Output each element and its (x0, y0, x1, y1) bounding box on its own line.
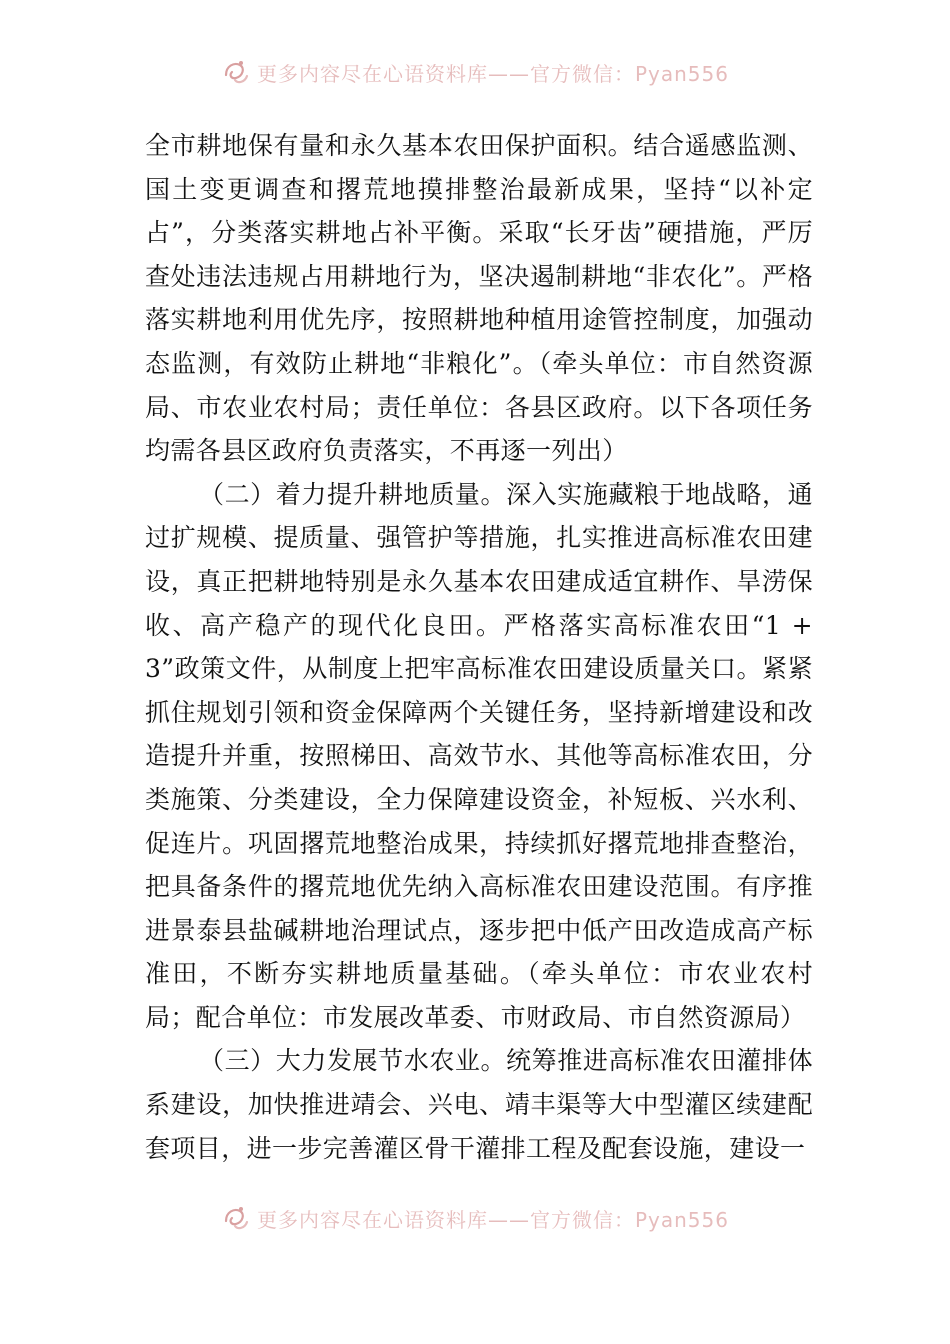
paragraph-continued: 全市耕地保有量和永久基本农田保护面积。结合遥感监测、国土变更调查和撂荒地摸排整治最新成果，坚持“以补定占”，分类落实耕地占补平衡。采取“长牙齿”硬措施，严厉查处违法违规占用耕地行为，坚决遏制耕地“非农化”。严格落实耕地利用优先序，按照耕地种植用途管控制度，加强动态监测，有效防止耕地“非粮化”。（牵头单位：市自然资源局、市农业农村局；责任单位：各县区政府。以下各项任务均需各县区政府负责落实，不再逐一列出） (145, 131, 813, 466)
watermark-header (0, 52, 950, 92)
paragraph-section-2: （二）着力提升耕地质量。深入实施藏粮于地战略，通过扩规模、提质量、强管护等措施，扎实推进高标准农田建设，真正把耕地特别是永久基本农田建成适宜耕作、旱涝保收、高产稳产的现代化良田。严格落实高标准农田“1 + 3”政策文件，从制度上把牢高标准农田建设质量关口。紧紧抓住规划引领和资金保障两个关键任务，坚持新增建设和改造提升并重，按照梯田、高效节水、其他等高标准农田，分类施策、分类建设，全力保障建设资金，补短板、兴水利、促连片。巩固撂荒地整治成果，持续抓好撂荒地排查整治，把具备条件的撂荒地优先纳入高标准农田建设范围。有序推进景泰县盐碱耕地治理试点，逐步把中低产田改造成高产标准田，不断夯实耕地质量基础。（牵头单位：市农业农村局；配合单位：市发展改革委、市财政局、市自然资源局） (145, 479, 813, 1032)
paragraph-section-3: （三）大力发展节水农业。统筹推进高标准农田灌排体系建设，加快推进靖会、兴电、靖丰渠等大中型灌区续建配套项目，进一步完善灌区骨干灌排工程及配套设施，建设一 (145, 1046, 813, 1163)
watermark-logo-icon (221, 1203, 251, 1233)
watermark-footer (0, 1198, 950, 1238)
watermark-text: 更多内容尽在心语资料库——官方微信：Pyan556 (256, 61, 729, 86)
document-body (145, 124, 813, 1170)
watermark-logo-icon (221, 57, 251, 87)
watermark-text: 更多内容尽在心语资料库——官方微信：Pyan556 (256, 1207, 729, 1232)
